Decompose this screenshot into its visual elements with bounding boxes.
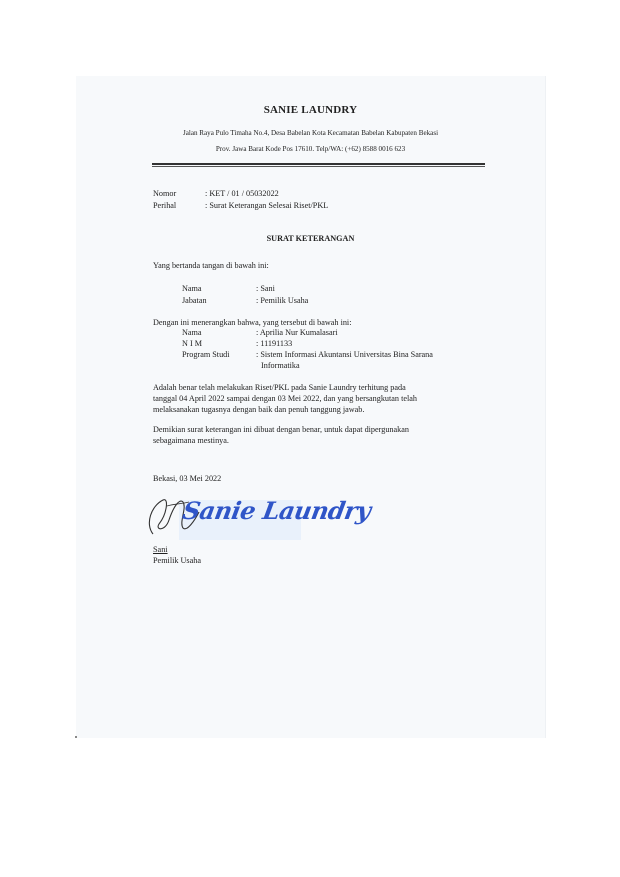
signature-stamp — [143, 490, 373, 546]
stamp-text: Sanie Laundry — [180, 496, 373, 525]
signer-nama-label: Nama — [182, 284, 202, 293]
signer-nama-value: : Sani — [256, 284, 275, 293]
student-nama-label: Nama — [182, 328, 202, 337]
body-paragraph-2-line-1: Demikian surat keterangan ini dibuat dengan benar, untuk dapat dipergunakan — [153, 425, 409, 434]
student-nama-value: : Aprilia Nur Kumalasari — [256, 328, 338, 337]
student-prodi-label: Program Studi — [182, 350, 230, 359]
student-nim-value: : 11191133 — [256, 339, 293, 348]
address-line-1: Jalan Raya Pulo Timaha No.4, Desa Babelan Kota Kecamatan Babelan Kabupaten Bekasi — [182, 129, 439, 137]
address-line-2: Prov. Jawa Barat Kode Pos 17610. Telp/WA: (+62) 8588 0016 623 — [215, 145, 406, 153]
letterhead-rule — [152, 163, 485, 165]
place-date: Bekasi, 03 Mei 2022 — [153, 474, 222, 483]
signer-title: Pemilik Usaha — [153, 556, 201, 565]
signer-jabatan-value: : Pemilik Usaha — [256, 296, 309, 305]
company-name: SANIE LAUNDRY — [263, 104, 358, 116]
scan-mark — [75, 736, 77, 738]
perihal-value: : Surat Keterangan Selesai Riset/PKL — [205, 201, 329, 210]
perihal-label: Perihal — [153, 201, 177, 210]
student-prodi-value-cont: Informatika — [261, 361, 300, 370]
body-paragraph-1-line-2: tanggal 04 April 2022 sampai dengan 03 Mei 2022, dan yang bersangkutan telah — [153, 394, 417, 403]
body-paragraph-2-line-2: sebagaimana mestinya. — [153, 436, 229, 445]
body-paragraph-1-line-1: Adalah benar telah melakukan Riset/PKL pada Sanie Laundry terhitung pada — [153, 383, 406, 392]
signer-jabatan-label: Jabatan — [182, 296, 207, 305]
body-paragraph-1-line-3: melaksanakan tugasnya dengan baik dan penuh tanggung jawab. — [153, 405, 365, 414]
student-nim-label: N I M — [182, 339, 203, 348]
nomor-label: Nomor — [153, 189, 177, 198]
statement-intro: Dengan ini menerangkan bahwa, yang tersebut di bawah ini: — [153, 318, 352, 327]
letterhead-rule-thin — [152, 166, 485, 167]
student-prodi-value: : Sistem Informasi Akuntansi Universitas Bina Sarana — [256, 350, 433, 359]
intro-text: Yang bertanda tangan di bawah ini: — [153, 261, 269, 270]
signer-name: Sani — [153, 545, 168, 554]
letter-title: SURAT KETERANGAN — [266, 234, 355, 243]
nomor-value: : KET / 01 / 05032022 — [205, 189, 279, 198]
